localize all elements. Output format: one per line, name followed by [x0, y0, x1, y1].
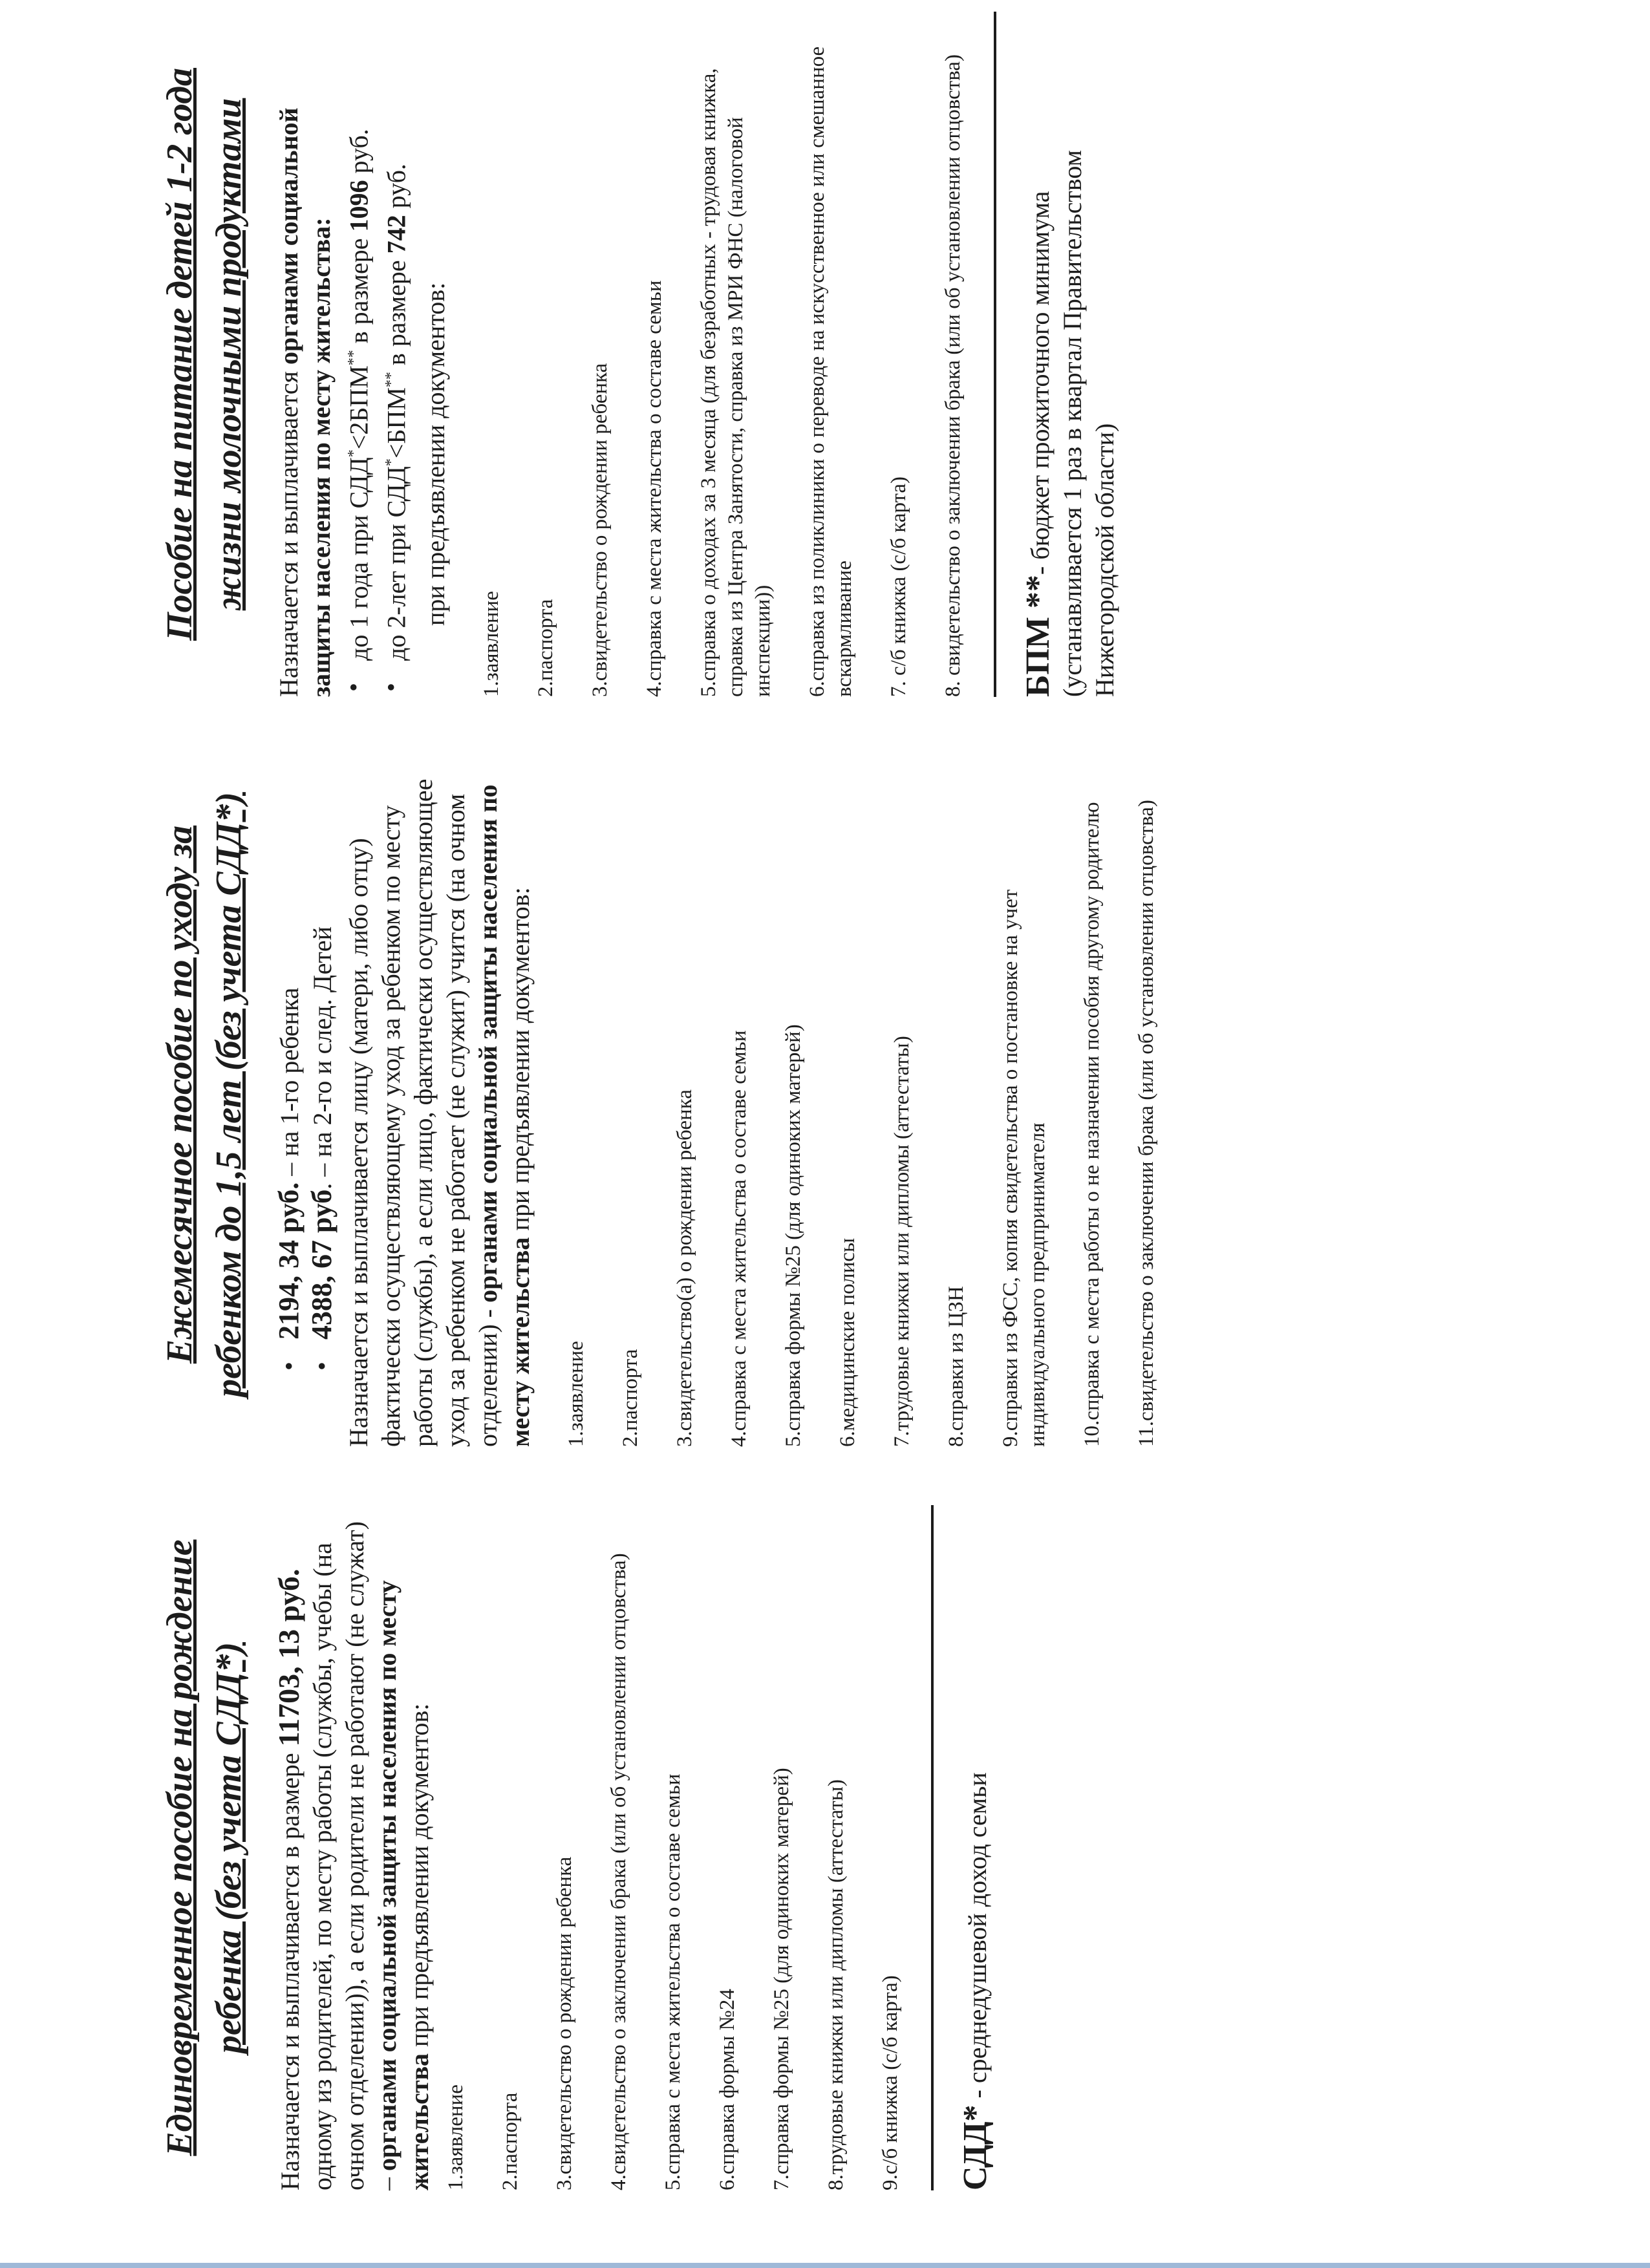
document-item: 5.справка формы №25 (для одиноких матерей): [782, 1024, 805, 1447]
column-intro: [273, 12, 338, 697]
intro-authority: органами социальной защиты населения по месту жительства: [372, 1580, 434, 2190]
document-item: 1.заявление: [564, 1341, 588, 1447]
intro-authority: органами социальной защиты населения по месту жительства: [473, 784, 535, 1447]
intro-text: Назначается и выплачивается в размере: [275, 1746, 305, 2190]
amount-text: <2БПМ: [344, 365, 374, 450]
document-item: 7.трудовые книжки или дипломы (аттестаты): [890, 1036, 914, 1447]
footnote-term: БПМ **: [1019, 575, 1056, 697]
document-item: 4.свидетельство о заключении брака (или об установлении отцовства): [607, 1553, 630, 2190]
footnote-text: - бюджет прожиточного минимума (устанавливается 1 раз в квартал Правительством Нижегородской области): [1025, 150, 1119, 697]
amount-text: в размере: [344, 231, 374, 350]
footnote-mark: *: [345, 449, 362, 458]
amount-item: [375, 12, 412, 697]
amount-text: – на 1-го ребенка: [275, 987, 304, 1182]
document-item: 10.справка с места работы о не назначении пособия другому родителю: [1080, 802, 1104, 1447]
column-intro: [273, 1505, 436, 2190]
document-item: 4.справка с места жительства о составе семьи: [642, 280, 666, 697]
documents-list: [478, 12, 967, 697]
column-intro: [343, 742, 537, 1447]
documents-prompt: при предъявлении документов:: [420, 282, 450, 626]
document-item: 2.паспорта: [498, 2092, 522, 2190]
document-item: 3.свидетельство о рождении ребенка: [553, 1856, 576, 2190]
document-item: 5.справка о доходах за 3 месяца (для безработных - трудовая книжка, справка из Центра Занятости, справка из МРИ ФНС (налоговой инспекции)): [696, 68, 775, 697]
document-item: 6.медицинские полисы: [836, 1237, 859, 1447]
document-item: 1.заявление: [479, 591, 503, 697]
footnote-term: СДД*: [957, 2104, 994, 2190]
amount-list: [273, 742, 339, 1447]
document-item: 8. свидетельство о заключении брака (или об установлении отцовства): [941, 54, 965, 697]
column-title: Пособие на питание детей 1-2 года жизни молочными продуктами: [160, 67, 249, 641]
document-item: 3.свидетельство о рождении ребенка: [588, 363, 612, 697]
document-item: 6.справка формы №24: [716, 1989, 739, 2190]
intro-text: Назначается и выплачивается: [274, 365, 303, 697]
footnote-mark: **: [383, 372, 400, 388]
divider: [994, 12, 996, 697]
amount-text: в размере: [381, 253, 411, 372]
documents-list: [562, 742, 1160, 1447]
footnote-mark: **: [345, 350, 362, 366]
amount-text: руб.: [381, 164, 411, 215]
document-item: 11.свидетельство о заключении брака (или об установлении отцовства): [1135, 799, 1158, 1447]
documents-list: [442, 1505, 904, 2190]
column-one-time-birth-benefit: [91, 1505, 1597, 2190]
benefit-amount: 742: [381, 215, 411, 254]
footnote-text: - среднедушевой доход семьи: [963, 1772, 992, 2105]
intro-authority: органами социальной защиты населения по месту жительства:: [274, 107, 336, 697]
amount-text: . – на 2-го и след. Детей: [308, 926, 337, 1190]
document-item: 2.паспорта: [619, 1349, 642, 1447]
document-item: 8.справки из ЦЗН: [945, 1286, 968, 1447]
benefit-amount: 4388, 67 руб: [306, 1189, 338, 1340]
intro-text: при предъявлении документов:: [405, 1703, 434, 2053]
document-item: 4.справка с места жительства о составе семьи: [727, 1030, 751, 1447]
document-item: 9.справки из ФСС, копия свидетельства о постановке на учет индивидуального предпринимателя: [999, 889, 1049, 1447]
footnote-mark: *: [383, 458, 400, 467]
amount-list: [338, 12, 413, 697]
amount-item: [338, 12, 375, 697]
document-item: 7. с/б книжка (с/б карта): [886, 476, 910, 697]
document-item: 8.трудовые книжки или дипломы (аттестаты): [824, 1779, 848, 2190]
footnote-bpm: [1019, 12, 1121, 697]
column-dairy-nutrition-benefit: [91, 12, 1597, 697]
document-item: 9.с/б книжка (с/б карта): [879, 1975, 902, 2190]
footnote-sdd: [959, 1505, 994, 2190]
amount-text: <БПМ: [381, 387, 411, 459]
column-title: Ежемесячное пособие по уходу за ребенком до 1,5 лет (без учета СДД*): [160, 792, 249, 1397]
document-item: 2.паспорта: [533, 599, 557, 697]
intro-text: при предъявлении документов:: [506, 887, 535, 1237]
intro-text: Назначается и выплачивается лицу (матери, либо отцу) фактически осуществляющему уход за ребенком по месту работы (службы), а если лицо, фактически осуществляющее уход за ребенком не работает (не служит) учится (на очном отделении) -: [344, 778, 502, 1447]
document-item: 1.заявление: [444, 2084, 467, 2190]
document-item: 3.свидетельство(а) о рождении ребенка: [673, 1089, 696, 1447]
benefit-amount: 11703, 13 руб.: [272, 1568, 305, 1747]
scan-edge: [0, 2263, 1650, 2268]
intro-text: одному из родителей, по месту работы (службы, учебы (на очном отделении)), а если родители не работают (не служат) –: [308, 1521, 402, 2190]
benefit-amount: 2194, 34 руб.: [273, 1182, 305, 1340]
column-title: Единовременное пособие на рождение ребенка (без учета СДД*): [160, 1539, 249, 2156]
document-item: 5.справка с места жительства о составе семьи: [661, 1773, 685, 2190]
amount-text: руб.: [344, 129, 374, 180]
document-item: 7.справка формы №25 (для одиноких матерей): [770, 1768, 793, 2190]
amount-text: до 1 года при СДД: [344, 457, 374, 661]
benefit-amount: 1096: [344, 180, 374, 232]
divider: [931, 1505, 934, 2190]
column-monthly-care-benefit: [91, 742, 1597, 1447]
document-item: 6.справка из поликлиники о переводе на искусственное или смешанное вскармливание: [805, 46, 856, 697]
amount-item: [273, 742, 306, 1376]
amount-text: до 2-лет при СДД: [381, 466, 411, 661]
amount-item: [306, 742, 339, 1376]
